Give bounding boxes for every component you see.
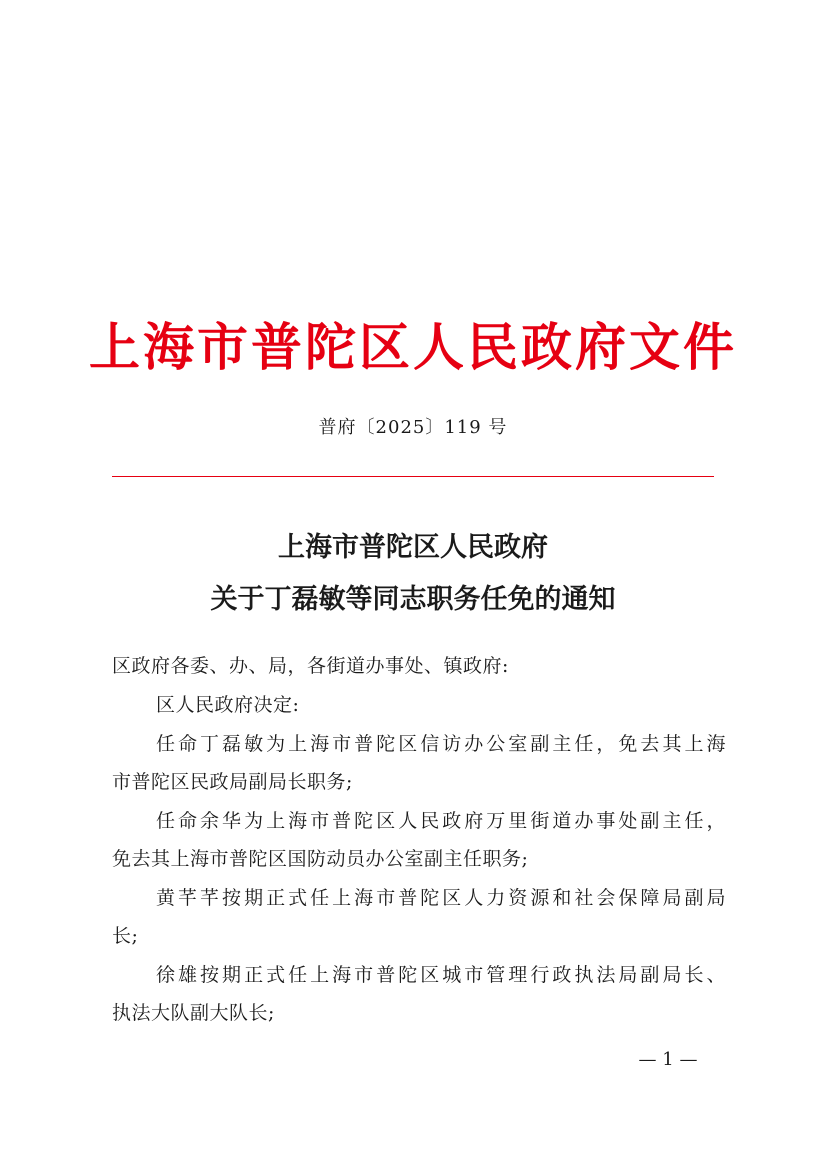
title-line-1: 上海市普陀区人民政府: [278, 532, 548, 563]
paragraph-appointment-1-line-1: 任命丁磊敏为上海市普陀区信访办公室副主任，免去其上海: [156, 733, 726, 755]
paragraph-appointment-4-line-2: 执法大队副大队长;: [112, 1002, 275, 1024]
document-number: 普府〔2025〕119 号: [318, 417, 508, 438]
page-number: — 1 —: [638, 1049, 698, 1070]
paragraph-decision: 区人民政府决定:: [156, 694, 300, 716]
paragraph-appointment-2-line-2: 免去其上海市普陀区国防动员办公室副主任职务;: [112, 848, 529, 870]
paragraph-appointment-2-line-1: 任命余华为上海市普陀区人民政府万里街道办事处副主任，: [156, 810, 726, 832]
addressee-line: 区政府各委、办、局，各街道办事处、镇政府:: [112, 655, 509, 677]
paragraph-appointment-3-line-1: 黄芊芊按期正式任上海市普陀区人力资源和社会保障局副局: [156, 887, 726, 909]
red-divider-line: [112, 476, 714, 477]
paragraph-appointment-3-line-2: 长;: [112, 925, 139, 947]
paragraph-appointment-4-line-1: 徐雄按期正式任上海市普陀区城市管理行政执法局副局长、: [156, 964, 726, 986]
paragraph-appointment-1-line-2: 市普陀区民政局副局长职务;: [112, 771, 353, 793]
document-masthead: 上海市普陀区人民政府文件: [88, 318, 737, 378]
title-line-2: 关于丁磊敏等同志职务任免的通知: [210, 584, 616, 615]
